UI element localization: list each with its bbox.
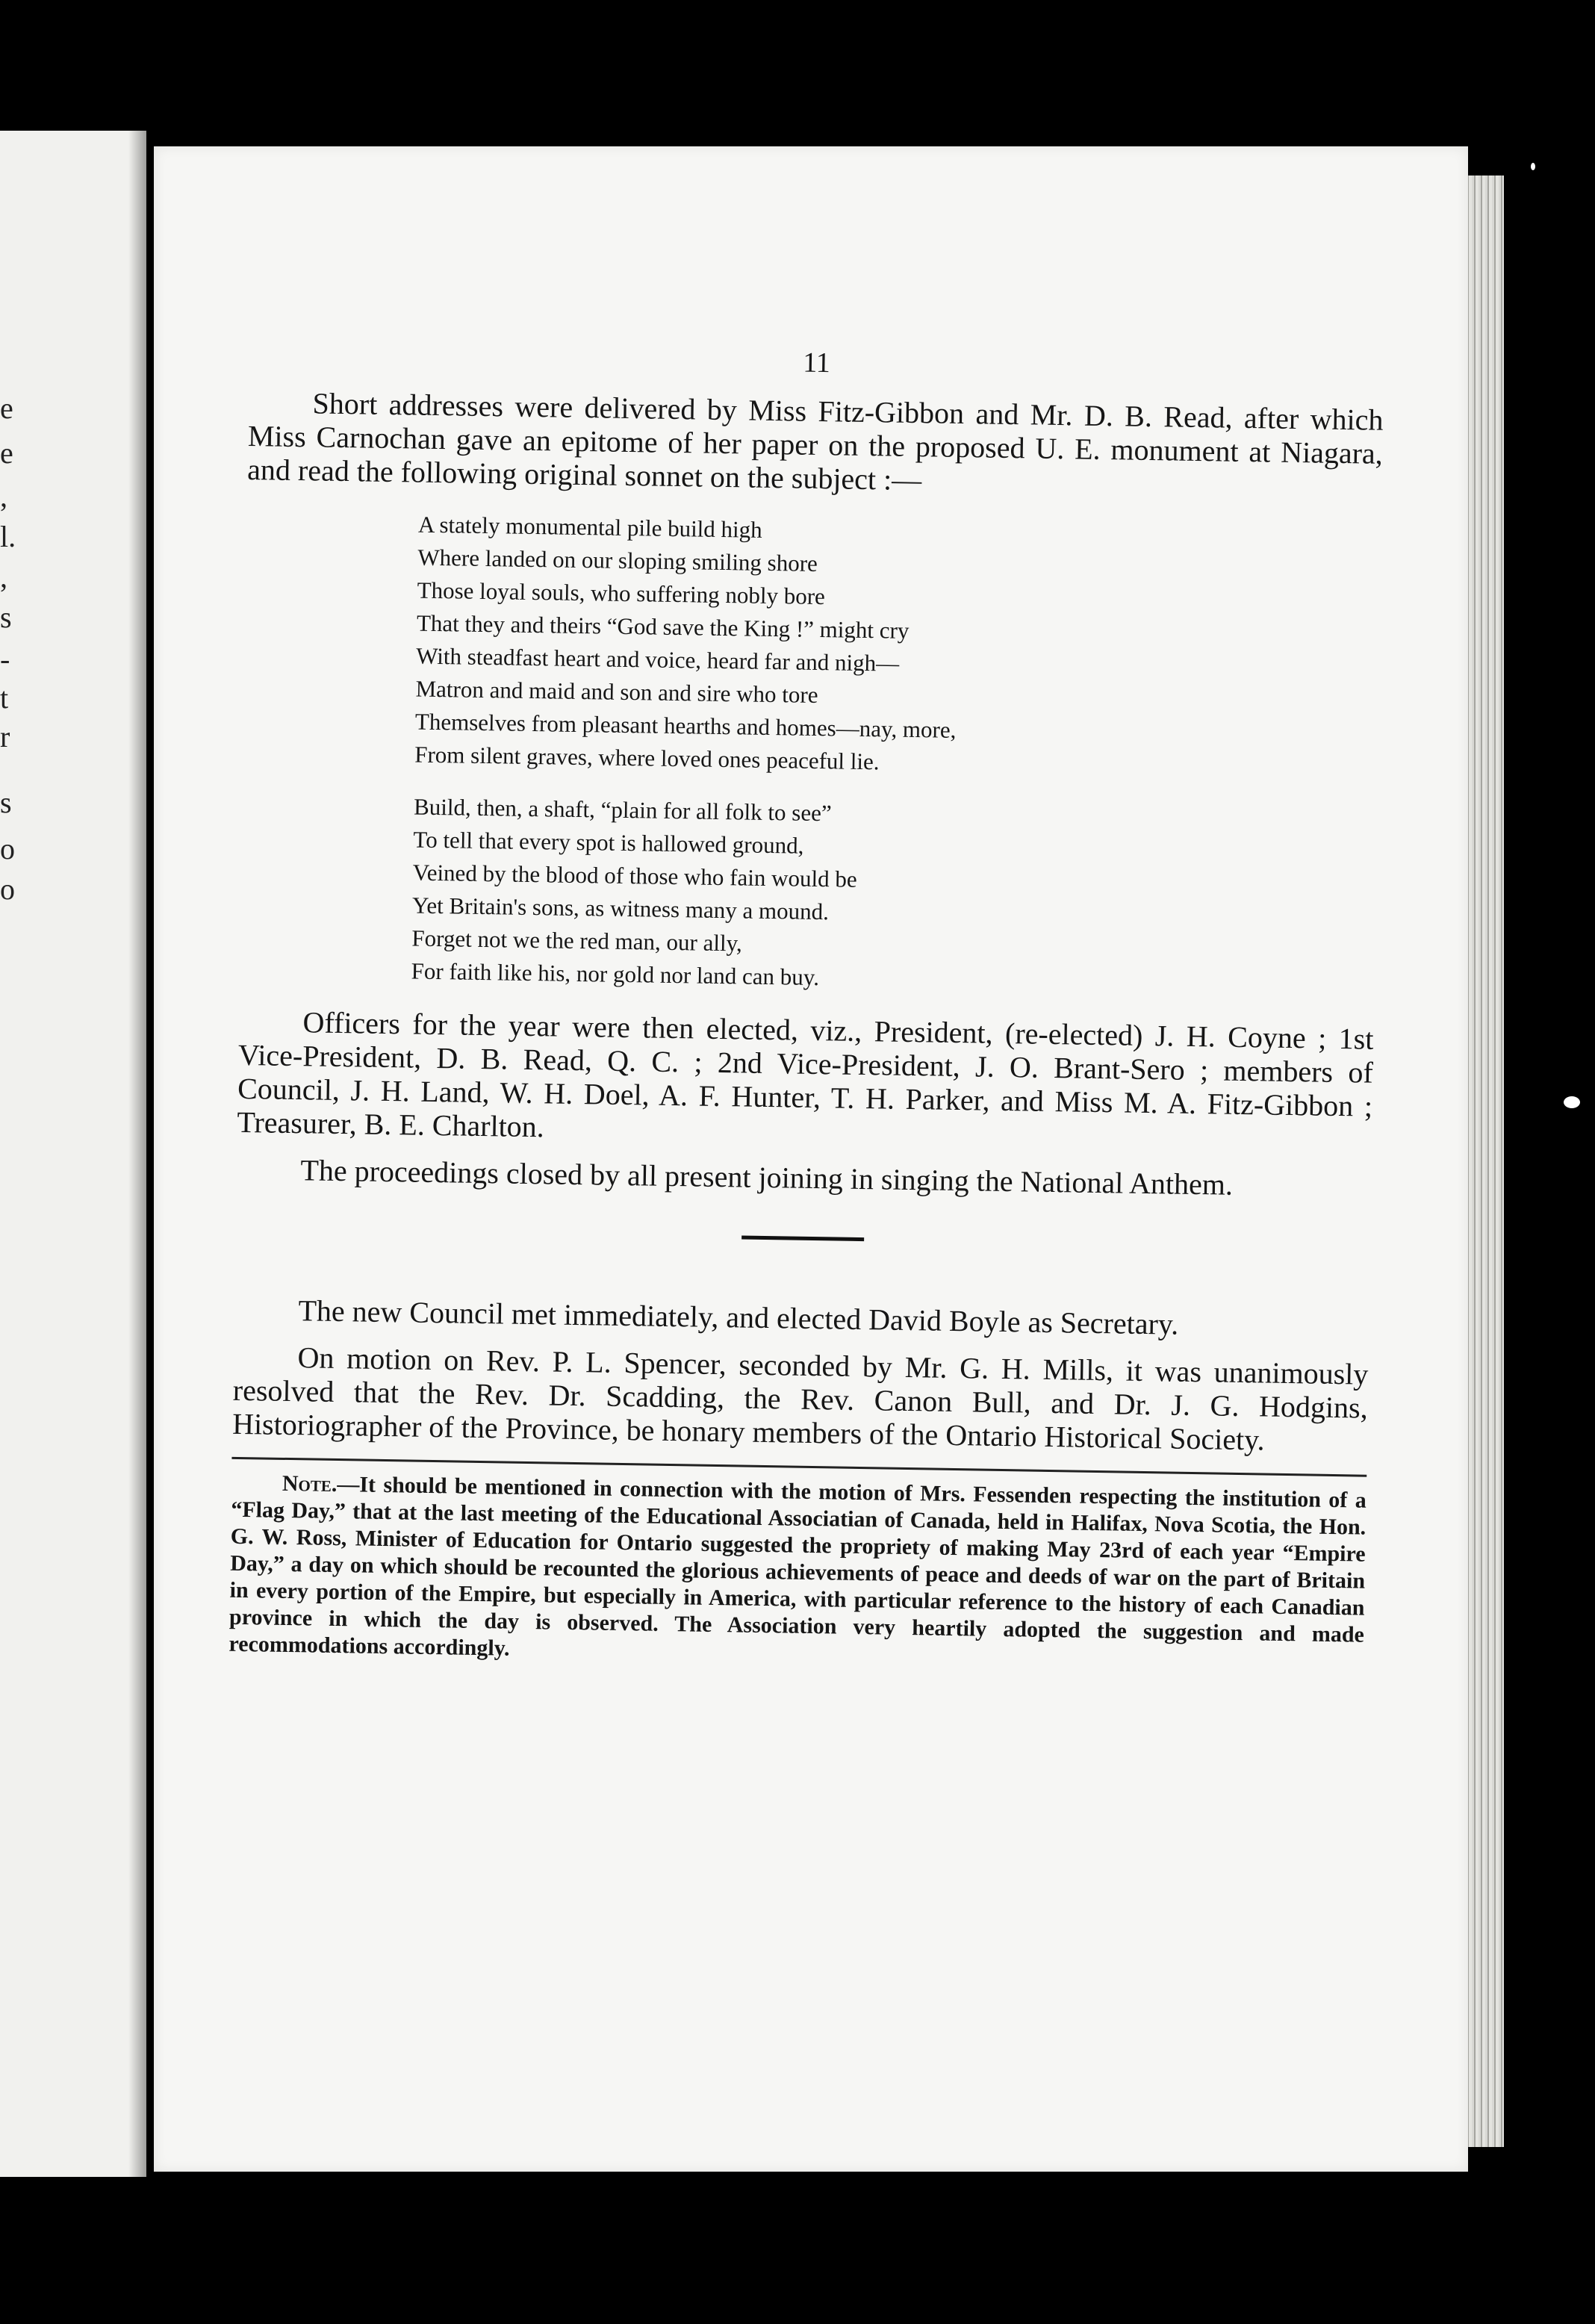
- footnote-text: —It should be mentioned in connection with the motion of Mrs. Fessenden respecting the institution of a “Flag Day,” that at the last meeting of the Educational Associatian of Canada, held in Halifax, Nova Scotia, the Hon. G. W. Ross, Minister of Education for Ontario suggested the propriety of making May 23rd of each year “Empire Day,” a day on which should be recounted the glorious achievements of peace and deeds of war on the part of Britain in every portion of the Empire, but especially in America, with particular reference to the history of each Canadian province in which the day is observed. The Association very heartily adopted the suggestion and made recommodations accordingly.: [228, 1472, 1367, 1661]
- sonnet-line: To tell that every spot is hallowed ground,: [413, 826, 804, 859]
- left-fragment: e: [0, 391, 13, 425]
- left-fragment: s: [0, 786, 12, 819]
- page-content: [228, 338, 1384, 1676]
- sonnet-line: Yet Britain's sons, as witness many a mound.: [411, 892, 830, 925]
- footnote-label: Note.: [282, 1470, 338, 1497]
- page-number: 11: [802, 347, 831, 379]
- left-fragment: ,: [0, 560, 7, 594]
- left-page-letters: [0, 131, 22, 2177]
- left-fragment: r: [0, 720, 10, 754]
- sonnet-line: That they and theirs “God save the King !” might cry: [416, 609, 910, 644]
- left-fragment: o: [0, 872, 15, 906]
- sonnet-line: Themselves from pleasant hearths and homes—nay, more,: [414, 708, 957, 743]
- left-fragment: s: [0, 600, 12, 634]
- left-fragment: o: [0, 832, 15, 866]
- paragraph-motion: On motion on Rev. P. L. Spencer, seconded by Mr. G. H. Mills, it was unanimously resolved that the Rev. Dr. Scadding, the Rev. Canon Bull, and Dr. J. G. Hodgins, Historiographer of the Province, be honary members of the Ontario Historical Society.: [231, 1340, 1369, 1457]
- paragraph-addresses: Short addresses were delivered by Miss Fitz-Gibbon and Mr. D. B. Read, after which Miss Carnochan gave an epitome of her paper on the proposed U. E. monument at Niagara, and read the following original sonnet on the subject :—: [246, 386, 1384, 497]
- page-stack-edge: [1465, 175, 1504, 2147]
- section-divider: [741, 1236, 864, 1242]
- sonnet-stanza-2: [411, 791, 1377, 1003]
- left-page-fragment: [0, 131, 146, 2177]
- left-fragment: l.: [0, 520, 16, 553]
- paragraph-new-council: The new Council met immediately, and elected David Boyle as Secretary.: [298, 1293, 1179, 1341]
- footnote: [228, 1470, 1367, 1676]
- sonnet-line: With steadfast heart and voice, heard far and nigh—: [416, 642, 900, 677]
- scan-speck: [1531, 163, 1535, 170]
- sonnet-line: Veined by the blood of those who fain would be: [412, 859, 857, 892]
- left-fragment: -: [0, 642, 10, 676]
- sonnet: [411, 509, 1381, 1003]
- left-fragment: e: [0, 436, 13, 470]
- sonnet-line: Matron and maid and son and sire who tore: [415, 675, 818, 709]
- sonnet-line: Where landed on our sloping smiling shore: [417, 544, 818, 577]
- sonnet-line: Build, then, a shaft, “plain for all folk to see”: [413, 793, 832, 827]
- document-page: [154, 146, 1468, 2172]
- paragraph-officers: Officers for the year were then elected, viz., President, (re-elected) J. H. Coyne ; 1st Vice-President, D. B. Read, Q. C. ; 2nd Vice-President, J. O. Brant-Sero ; members of Council, J. H. Land, W. H. Doel, A. F. Hunter, T. H. Parker, and Miss M. A. Fitz-Gibbon ; Treasurer, B. E. Charlton.: [237, 1005, 1374, 1144]
- sonnet-line: Those loyal souls, who suffering nobly bore: [417, 577, 826, 610]
- gutter-shadow: [128, 131, 146, 2177]
- sonnet-stanza-1: [414, 509, 1381, 786]
- paragraph-proceedings: The proceedings closed by all present joining in singing the National Anthem.: [300, 1153, 1234, 1202]
- sonnet-line: Forget not we the red man, our ally,: [411, 925, 743, 957]
- sonnet-line: For faith like his, nor gold nor land can buy.: [411, 957, 820, 991]
- left-fragment: ,: [0, 479, 7, 513]
- sonnet-line: A stately monumental pile build high: [417, 511, 762, 543]
- sonnet-line: From silent graves, where loved ones peaceful lie.: [414, 741, 880, 775]
- left-fragment: t: [0, 681, 9, 715]
- scan-speck: [1564, 1096, 1580, 1108]
